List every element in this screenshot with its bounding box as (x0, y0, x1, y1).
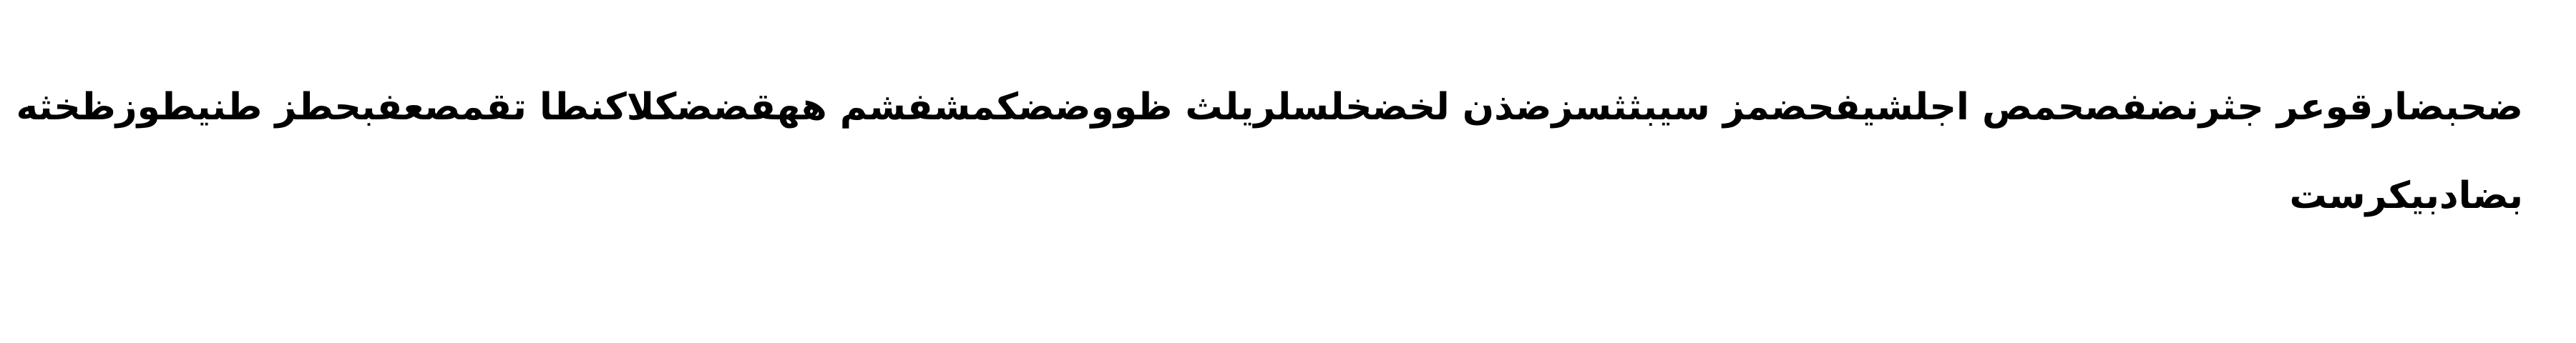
paragraph-line-2: بضادبيكرست (2289, 174, 2523, 217)
paragraph-line-1: ضحبضارقوعر جثرنضفصحمص اجلشيفحضمز سيبثثسزضذن لخضخلسلريلث ظووضضكمشفشم ههقضضكلاكنطا تقمصعفبحطز طنيطوزظخثه (16, 86, 2523, 129)
paragraph (16, 84, 2523, 262)
